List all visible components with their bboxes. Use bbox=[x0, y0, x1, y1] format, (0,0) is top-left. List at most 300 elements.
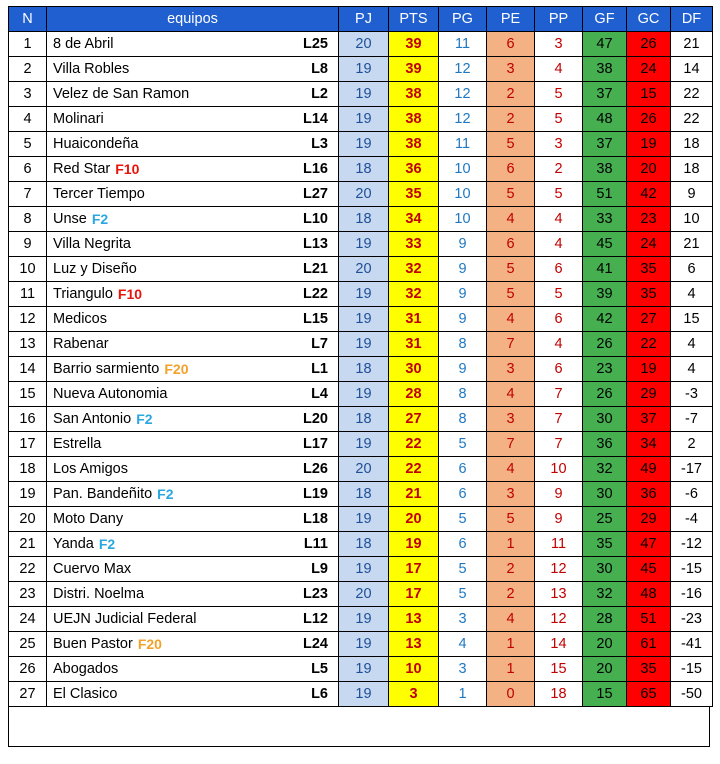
goal-difference: -41 bbox=[671, 632, 713, 657]
team-cell bbox=[47, 557, 339, 582]
column-header-gf: GF bbox=[583, 7, 627, 32]
wins: 3 bbox=[439, 657, 487, 682]
losses: 5 bbox=[535, 107, 583, 132]
team-code: L6 bbox=[311, 686, 328, 702]
draws: 5 bbox=[487, 132, 535, 157]
goals-against: 48 bbox=[627, 582, 671, 607]
draws: 3 bbox=[487, 57, 535, 82]
goals-for: 30 bbox=[583, 482, 627, 507]
goals-for: 30 bbox=[583, 407, 627, 432]
team-code: L1 bbox=[311, 361, 328, 377]
wins: 12 bbox=[439, 107, 487, 132]
team-code: L23 bbox=[303, 586, 328, 602]
team-cell bbox=[47, 632, 339, 657]
losses: 7 bbox=[535, 407, 583, 432]
team-cell bbox=[47, 657, 339, 682]
goal-difference: 2 bbox=[671, 432, 713, 457]
team-code: L12 bbox=[303, 611, 328, 627]
team-cell bbox=[47, 382, 339, 407]
team-cell bbox=[47, 607, 339, 632]
points: 32 bbox=[389, 282, 439, 307]
team-name: Luz y Diseño bbox=[53, 261, 137, 277]
goals-against: 35 bbox=[627, 282, 671, 307]
row-position: 4 bbox=[9, 107, 47, 132]
goals-for: 26 bbox=[583, 332, 627, 357]
losses: 4 bbox=[535, 232, 583, 257]
team-cell bbox=[47, 82, 339, 107]
matches-played: 19 bbox=[339, 607, 389, 632]
matches-played: 19 bbox=[339, 432, 389, 457]
losses: 4 bbox=[535, 332, 583, 357]
draws: 6 bbox=[487, 32, 535, 57]
table-row bbox=[9, 382, 713, 407]
goal-difference: -3 bbox=[671, 382, 713, 407]
goal-difference: 10 bbox=[671, 207, 713, 232]
goal-difference: 22 bbox=[671, 107, 713, 132]
table-row bbox=[9, 132, 713, 157]
wins: 3 bbox=[439, 607, 487, 632]
team-code: L25 bbox=[303, 36, 328, 52]
row-position: 19 bbox=[9, 482, 47, 507]
goals-against: 34 bbox=[627, 432, 671, 457]
standings-body bbox=[9, 32, 713, 707]
team-name: El Clasico bbox=[53, 686, 118, 702]
goals-for: 28 bbox=[583, 607, 627, 632]
column-header-equipos: equipos bbox=[47, 7, 339, 32]
goals-against: 24 bbox=[627, 232, 671, 257]
goals-against: 26 bbox=[627, 32, 671, 57]
row-position: 1 bbox=[9, 32, 47, 57]
goals-against: 26 bbox=[627, 107, 671, 132]
team-name: Velez de San Ramon bbox=[53, 86, 190, 102]
goals-against: 22 bbox=[627, 332, 671, 357]
team-code: L19 bbox=[303, 486, 328, 502]
team-cell bbox=[47, 307, 339, 332]
team-code: L11 bbox=[303, 536, 328, 552]
team-code: L13 bbox=[303, 236, 328, 252]
draws: 4 bbox=[487, 382, 535, 407]
column-header-gc: GC bbox=[627, 7, 671, 32]
points: 30 bbox=[389, 357, 439, 382]
column-header-pp: PP bbox=[535, 7, 583, 32]
goals-against: 45 bbox=[627, 557, 671, 582]
team-name: Triangulo bbox=[53, 286, 113, 302]
losses: 4 bbox=[535, 207, 583, 232]
wins: 8 bbox=[439, 332, 487, 357]
column-header-pts: PTS bbox=[389, 7, 439, 32]
losses: 14 bbox=[535, 632, 583, 657]
table-row bbox=[9, 282, 713, 307]
wins: 1 bbox=[439, 682, 487, 707]
table-row bbox=[9, 32, 713, 57]
table-row bbox=[9, 457, 713, 482]
losses: 10 bbox=[535, 457, 583, 482]
team-name: Estrella bbox=[53, 436, 102, 452]
row-position: 13 bbox=[9, 332, 47, 357]
wins: 9 bbox=[439, 257, 487, 282]
goals-for: 39 bbox=[583, 282, 627, 307]
team-name: Buen Pastor bbox=[53, 636, 133, 652]
row-position: 17 bbox=[9, 432, 47, 457]
points: 17 bbox=[389, 582, 439, 607]
team-cell bbox=[47, 257, 339, 282]
team-name: Villa Negrita bbox=[53, 236, 131, 252]
losses: 9 bbox=[535, 482, 583, 507]
team-name: Nueva Autonomia bbox=[53, 386, 168, 402]
team-cell bbox=[47, 532, 339, 557]
column-header-pe: PE bbox=[487, 7, 535, 32]
matches-played: 18 bbox=[339, 357, 389, 382]
points: 38 bbox=[389, 107, 439, 132]
losses: 5 bbox=[535, 282, 583, 307]
draws: 5 bbox=[487, 257, 535, 282]
goal-difference: 4 bbox=[671, 282, 713, 307]
goals-for: 38 bbox=[583, 57, 627, 82]
wins: 11 bbox=[439, 132, 487, 157]
draws: 1 bbox=[487, 532, 535, 557]
losses: 6 bbox=[535, 357, 583, 382]
table-header-row bbox=[9, 7, 713, 32]
team-cell bbox=[47, 432, 339, 457]
goals-against: 29 bbox=[627, 507, 671, 532]
goals-for: 35 bbox=[583, 532, 627, 557]
wins: 9 bbox=[439, 307, 487, 332]
table-row bbox=[9, 232, 713, 257]
wins: 12 bbox=[439, 82, 487, 107]
goals-against: 20 bbox=[627, 157, 671, 182]
points: 39 bbox=[389, 32, 439, 57]
team-cell bbox=[47, 132, 339, 157]
losses: 18 bbox=[535, 682, 583, 707]
table-row bbox=[9, 507, 713, 532]
draws: 4 bbox=[487, 207, 535, 232]
losses: 13 bbox=[535, 582, 583, 607]
row-position: 22 bbox=[9, 557, 47, 582]
points: 39 bbox=[389, 57, 439, 82]
goal-difference: -50 bbox=[671, 682, 713, 707]
matches-played: 19 bbox=[339, 132, 389, 157]
row-position: 24 bbox=[9, 607, 47, 632]
team-code: L2 bbox=[311, 86, 328, 102]
wins: 10 bbox=[439, 182, 487, 207]
matches-played: 19 bbox=[339, 632, 389, 657]
row-position: 27 bbox=[9, 682, 47, 707]
goals-for: 42 bbox=[583, 307, 627, 332]
draws: 7 bbox=[487, 332, 535, 357]
table-row bbox=[9, 357, 713, 382]
team-cell bbox=[47, 207, 339, 232]
row-position: 5 bbox=[9, 132, 47, 157]
team-cell bbox=[47, 57, 339, 82]
goals-against: 61 bbox=[627, 632, 671, 657]
draws: 6 bbox=[487, 232, 535, 257]
points: 28 bbox=[389, 382, 439, 407]
team-name: Barrio sarmiento bbox=[53, 361, 160, 377]
team-name: Moto Dany bbox=[53, 511, 124, 527]
table-row bbox=[9, 157, 713, 182]
goals-against: 24 bbox=[627, 57, 671, 82]
team-name: Yanda bbox=[53, 536, 94, 552]
losses: 9 bbox=[535, 507, 583, 532]
matches-played: 19 bbox=[339, 57, 389, 82]
team-tag: F20 bbox=[164, 361, 189, 377]
team-code: L24 bbox=[303, 636, 328, 652]
team-code: L21 bbox=[303, 261, 328, 277]
goal-difference: 4 bbox=[671, 357, 713, 382]
goals-for: 48 bbox=[583, 107, 627, 132]
goals-against: 27 bbox=[627, 307, 671, 332]
matches-played: 20 bbox=[339, 182, 389, 207]
matches-played: 19 bbox=[339, 557, 389, 582]
matches-played: 18 bbox=[339, 207, 389, 232]
goals-against: 23 bbox=[627, 207, 671, 232]
goal-difference: 15 bbox=[671, 307, 713, 332]
wins: 6 bbox=[439, 532, 487, 557]
losses: 7 bbox=[535, 432, 583, 457]
goals-for: 45 bbox=[583, 232, 627, 257]
team-cell bbox=[47, 107, 339, 132]
draws: 1 bbox=[487, 657, 535, 682]
team-tag: F2 bbox=[136, 411, 153, 427]
team-name: Red Star bbox=[53, 161, 111, 177]
points: 31 bbox=[389, 307, 439, 332]
team-cell bbox=[47, 457, 339, 482]
goal-difference: -16 bbox=[671, 582, 713, 607]
team-code: L20 bbox=[303, 411, 328, 427]
goals-for: 33 bbox=[583, 207, 627, 232]
matches-played: 19 bbox=[339, 332, 389, 357]
team-name: Huaicondeña bbox=[53, 136, 139, 152]
team-code: L9 bbox=[311, 561, 328, 577]
matches-played: 18 bbox=[339, 407, 389, 432]
losses: 7 bbox=[535, 382, 583, 407]
goals-for: 37 bbox=[583, 132, 627, 157]
team-code: L16 bbox=[303, 161, 328, 177]
column-header-df: DF bbox=[671, 7, 713, 32]
losses: 3 bbox=[535, 132, 583, 157]
row-position: 16 bbox=[9, 407, 47, 432]
points: 3 bbox=[389, 682, 439, 707]
team-code: L3 bbox=[311, 136, 328, 152]
goals-for: 15 bbox=[583, 682, 627, 707]
team-tag: F10 bbox=[117, 286, 143, 302]
matches-played: 19 bbox=[339, 507, 389, 532]
matches-played: 20 bbox=[339, 32, 389, 57]
draws: 4 bbox=[487, 607, 535, 632]
team-code: L15 bbox=[303, 311, 328, 327]
team-code: L7 bbox=[311, 336, 328, 352]
table-row bbox=[9, 432, 713, 457]
team-cell bbox=[47, 182, 339, 207]
team-name: Los Amigos bbox=[53, 461, 128, 477]
team-name: Villa Robles bbox=[53, 61, 130, 77]
team-cell bbox=[47, 357, 339, 382]
points: 34 bbox=[389, 207, 439, 232]
goal-difference: -15 bbox=[671, 557, 713, 582]
table-row bbox=[9, 482, 713, 507]
goals-for: 38 bbox=[583, 157, 627, 182]
goal-difference: -6 bbox=[671, 482, 713, 507]
team-code: L26 bbox=[303, 461, 328, 477]
losses: 3 bbox=[535, 32, 583, 57]
matches-played: 19 bbox=[339, 307, 389, 332]
team-tag: F2 bbox=[91, 211, 109, 227]
column-header-n: N bbox=[9, 7, 47, 32]
matches-played: 19 bbox=[339, 382, 389, 407]
goal-difference: 14 bbox=[671, 57, 713, 82]
goals-for: 20 bbox=[583, 657, 627, 682]
standings-table bbox=[8, 6, 713, 707]
points: 36 bbox=[389, 157, 439, 182]
goals-for: 51 bbox=[583, 182, 627, 207]
matches-played: 18 bbox=[339, 157, 389, 182]
matches-played: 20 bbox=[339, 257, 389, 282]
losses: 5 bbox=[535, 82, 583, 107]
goals-for: 41 bbox=[583, 257, 627, 282]
goals-against: 35 bbox=[627, 257, 671, 282]
matches-played: 19 bbox=[339, 657, 389, 682]
goals-against: 29 bbox=[627, 382, 671, 407]
table-row bbox=[9, 207, 713, 232]
team-code: L27 bbox=[303, 186, 328, 202]
row-position: 18 bbox=[9, 457, 47, 482]
goal-difference: -23 bbox=[671, 607, 713, 632]
matches-played: 20 bbox=[339, 457, 389, 482]
goal-difference: -15 bbox=[671, 657, 713, 682]
goals-against: 47 bbox=[627, 532, 671, 557]
team-name: Molinari bbox=[53, 111, 104, 127]
points: 13 bbox=[389, 632, 439, 657]
matches-played: 19 bbox=[339, 107, 389, 132]
table-row bbox=[9, 407, 713, 432]
matches-played: 19 bbox=[339, 232, 389, 257]
wins: 9 bbox=[439, 357, 487, 382]
team-tag: F10 bbox=[115, 161, 140, 177]
table-row bbox=[9, 107, 713, 132]
draws: 3 bbox=[487, 482, 535, 507]
row-position: 8 bbox=[9, 207, 47, 232]
matches-played: 19 bbox=[339, 282, 389, 307]
team-code: L5 bbox=[311, 661, 328, 677]
goals-for: 36 bbox=[583, 432, 627, 457]
goals-for: 20 bbox=[583, 632, 627, 657]
team-name: Distri. Noelma bbox=[53, 586, 145, 602]
goals-against: 37 bbox=[627, 407, 671, 432]
team-cell bbox=[47, 332, 339, 357]
row-position: 3 bbox=[9, 82, 47, 107]
team-name: Tercer Tiempo bbox=[53, 186, 145, 202]
table-row bbox=[9, 657, 713, 682]
team-tag: F2 bbox=[98, 536, 116, 552]
goal-difference: 4 bbox=[671, 332, 713, 357]
team-cell bbox=[47, 507, 339, 532]
row-position: 21 bbox=[9, 532, 47, 557]
wins: 6 bbox=[439, 482, 487, 507]
team-name: Medicos bbox=[53, 311, 107, 327]
goal-difference: 18 bbox=[671, 132, 713, 157]
wins: 5 bbox=[439, 507, 487, 532]
goal-difference: -12 bbox=[671, 532, 713, 557]
draws: 2 bbox=[487, 557, 535, 582]
draws: 7 bbox=[487, 432, 535, 457]
row-position: 12 bbox=[9, 307, 47, 332]
points: 38 bbox=[389, 132, 439, 157]
goals-against: 19 bbox=[627, 132, 671, 157]
row-position: 2 bbox=[9, 57, 47, 82]
row-position: 11 bbox=[9, 282, 47, 307]
team-cell bbox=[47, 232, 339, 257]
table-row bbox=[9, 682, 713, 707]
losses: 4 bbox=[535, 57, 583, 82]
points: 32 bbox=[389, 257, 439, 282]
goals-against: 35 bbox=[627, 657, 671, 682]
goals-for: 23 bbox=[583, 357, 627, 382]
draws: 2 bbox=[487, 107, 535, 132]
table-row bbox=[9, 57, 713, 82]
row-position: 20 bbox=[9, 507, 47, 532]
goals-against: 51 bbox=[627, 607, 671, 632]
team-cell bbox=[47, 157, 339, 182]
losses: 12 bbox=[535, 557, 583, 582]
team-name: UEJN Judicial Federal bbox=[53, 611, 197, 627]
row-position: 10 bbox=[9, 257, 47, 282]
wins: 6 bbox=[439, 457, 487, 482]
goal-difference: 18 bbox=[671, 157, 713, 182]
sheet-bottom-frame bbox=[8, 707, 710, 747]
losses: 15 bbox=[535, 657, 583, 682]
wins: 9 bbox=[439, 282, 487, 307]
losses: 6 bbox=[535, 257, 583, 282]
table-row bbox=[9, 532, 713, 557]
goals-against: 65 bbox=[627, 682, 671, 707]
goals-for: 32 bbox=[583, 582, 627, 607]
goal-difference: 21 bbox=[671, 232, 713, 257]
wins: 8 bbox=[439, 382, 487, 407]
goal-difference: -4 bbox=[671, 507, 713, 532]
losses: 5 bbox=[535, 182, 583, 207]
row-position: 26 bbox=[9, 657, 47, 682]
matches-played: 18 bbox=[339, 482, 389, 507]
row-position: 15 bbox=[9, 382, 47, 407]
draws: 6 bbox=[487, 157, 535, 182]
row-position: 14 bbox=[9, 357, 47, 382]
wins: 12 bbox=[439, 57, 487, 82]
team-tag: F2 bbox=[157, 486, 174, 502]
goals-for: 25 bbox=[583, 507, 627, 532]
goal-difference: 6 bbox=[671, 257, 713, 282]
team-cell bbox=[47, 682, 339, 707]
points: 22 bbox=[389, 457, 439, 482]
team-code: L10 bbox=[303, 211, 328, 227]
table-row bbox=[9, 82, 713, 107]
team-name: San Antonio bbox=[53, 411, 132, 427]
goals-for: 37 bbox=[583, 82, 627, 107]
draws: 1 bbox=[487, 632, 535, 657]
draws: 4 bbox=[487, 457, 535, 482]
points: 31 bbox=[389, 332, 439, 357]
draws: 5 bbox=[487, 507, 535, 532]
losses: 6 bbox=[535, 307, 583, 332]
wins: 5 bbox=[439, 432, 487, 457]
goals-for: 32 bbox=[583, 457, 627, 482]
team-name: Pan. Bandeñito bbox=[53, 486, 153, 502]
column-header-pj: PJ bbox=[339, 7, 389, 32]
row-position: 6 bbox=[9, 157, 47, 182]
points: 20 bbox=[389, 507, 439, 532]
team-name: Abogados bbox=[53, 661, 119, 677]
goals-against: 19 bbox=[627, 357, 671, 382]
goals-for: 26 bbox=[583, 382, 627, 407]
